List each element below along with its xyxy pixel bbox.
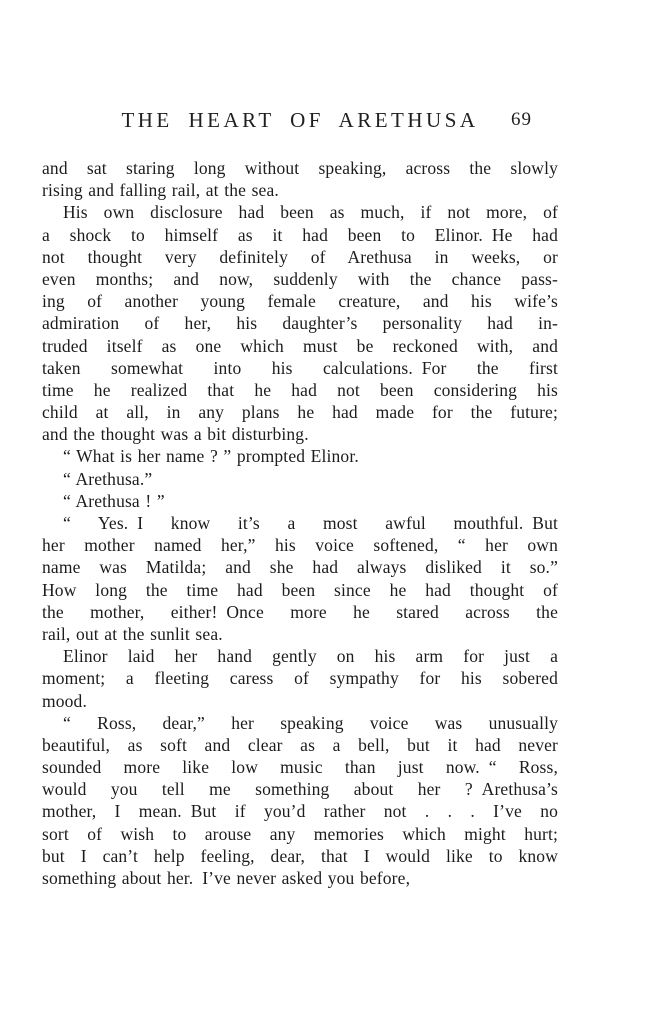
text-line: “ Arethusa ! ” bbox=[63, 490, 165, 511]
text-line: Elinor laid her hand gently on his arm for just a bbox=[63, 646, 558, 667]
text-line: ing of another young female creature, and his wife’s bbox=[42, 291, 558, 312]
text-line: would you tell me something about her ? Arethusa’s bbox=[42, 779, 558, 800]
body-text bbox=[42, 157, 558, 889]
text-line: sort of wish to arouse any memories which might hurt; bbox=[42, 823, 558, 844]
page-number: 69 bbox=[511, 109, 532, 130]
text-line: His own disclosure had been as much, if not more, of bbox=[63, 202, 558, 223]
text-line: a shock to himself as it had been to Elinor. He had bbox=[42, 224, 558, 245]
text-line: beautiful, as soft and clear as a bell, but it had never bbox=[42, 734, 558, 755]
text-line: “ What is her name ? ” prompted Elinor. bbox=[63, 446, 359, 467]
text-line: rail, out at the sunlit sea. bbox=[42, 623, 223, 644]
text-line: admiration of her, his daughter’s personality had in- bbox=[42, 313, 558, 334]
running-header-title: THE HEART OF ARETHUSA bbox=[121, 108, 479, 132]
text-line: name was Matilda; and she had always disliked it so.” bbox=[42, 557, 558, 578]
text-line: mother, I mean. But if you’d rather not . . . I’ve no bbox=[42, 801, 558, 822]
text-line: and the thought was a bit disturbing. bbox=[42, 424, 309, 445]
text-line: How long the time had been since he had thought of bbox=[42, 579, 558, 600]
text-line: rising and falling rail, at the sea. bbox=[42, 180, 279, 201]
running-header bbox=[42, 108, 558, 138]
text-line: “ Ross, dear,” her speaking voice was unusually bbox=[63, 712, 558, 733]
text-line: not thought very definitely of Arethusa in weeks, or bbox=[42, 246, 558, 267]
text-line: and sat staring long without speaking, across the slowly bbox=[42, 158, 558, 178]
text-line: something about her. I’ve never asked you before, bbox=[42, 868, 411, 888]
text-block bbox=[42, 108, 558, 889]
text-line: the mother, either! Once more he stared across the bbox=[42, 601, 558, 622]
text-line: mood. bbox=[42, 690, 87, 711]
text-line: truded itself as one which must be reckoned with, and bbox=[42, 335, 558, 356]
text-line: but I can’t help feeling, dear, that I would like to know bbox=[42, 845, 558, 866]
text-line: moment; a fleeting caress of sympathy for his sobered bbox=[42, 668, 558, 689]
text-line: “ Yes. I know it’s a most awful mouthful. But bbox=[63, 513, 558, 533]
text-line: sounded more like low music than just now. “ Ross, bbox=[42, 757, 558, 778]
text-line: time he realized that he had not been considering his bbox=[42, 379, 558, 400]
text-line: even months; and now, suddenly with the chance pass- bbox=[42, 268, 558, 289]
text-line: her mother named her,” his voice softened, “ her own bbox=[42, 535, 558, 556]
text-line: child at all, in any plans he had made for the future; bbox=[42, 402, 558, 423]
text-line: “ Arethusa.” bbox=[63, 468, 153, 489]
text-line: taken somewhat into his calculations. For the first bbox=[42, 357, 558, 378]
